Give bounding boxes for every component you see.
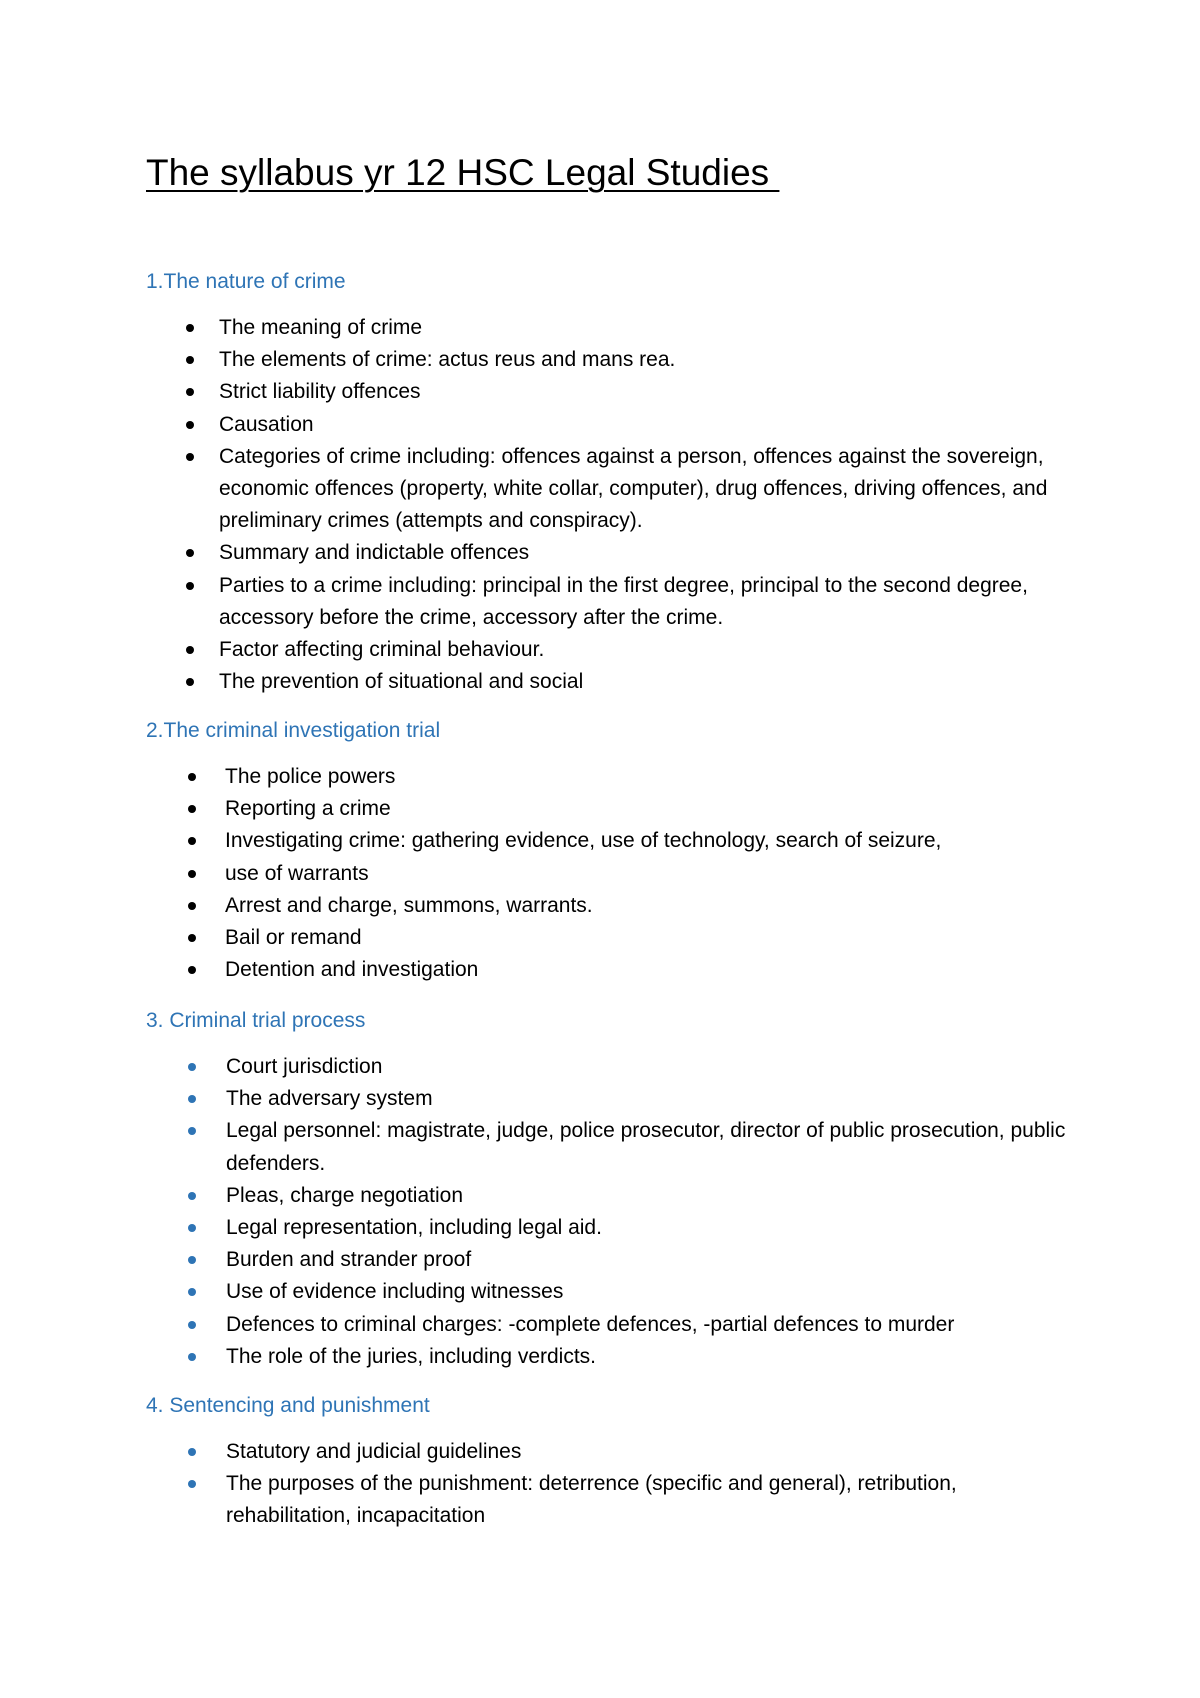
section-criminal-trial-process [146,1005,1076,1373]
list-item [146,634,1076,666]
section-nature-of-crime [146,266,1076,698]
list-item [146,1083,1076,1115]
bullet-icon [188,1448,196,1456]
section-heading: 2.The criminal investigation trial [146,719,441,742]
list-item-text: Arrest and charge, summons, warrants. [225,893,593,917]
list-item-text: Summary and indictable offences [219,541,530,565]
list-item-text: Court jurisdiction [226,1055,383,1078]
list-item [146,1276,1076,1308]
list-item-text: Pleas, charge negotiation [226,1183,463,1207]
bullet-icon [186,678,194,686]
list-item [146,666,1076,698]
list-item [146,793,1076,825]
list-item [146,825,1076,857]
section-criminal-investigation [146,715,1076,986]
list-item-text: The police powers [225,765,396,788]
bullet-icon [188,1224,196,1232]
bullet-icon [188,837,196,845]
bullet-icon [188,966,196,974]
list-item [146,1468,1076,1532]
section-heading: 1.The nature of crime [146,270,346,293]
list-item-text: Strict liability offences [219,380,421,404]
bullet-icon [188,934,196,942]
bullet-list [146,312,1076,698]
list-item [146,1212,1076,1244]
list-item-text: Causation [219,412,314,436]
list-item [146,570,1076,634]
bullet-icon [188,1095,196,1103]
list-item-text: Legal personnel: magistrate, judge, police prosecutor, director of public prosecution, public defenders. [226,1119,1066,1175]
list-item [146,376,1076,408]
list-item [146,761,1076,793]
list-item [146,441,1076,538]
list-item-text: Detention and investigation [225,958,479,982]
bullet-icon [186,421,194,429]
list-item [146,922,1076,954]
section-heading: 4. Sentencing and punishment [146,1394,430,1417]
list-item-text: The elements of crime: actus reus and mans rea. [219,348,676,372]
bullet-icon [188,870,196,878]
list-item [146,1115,1076,1179]
list-item [146,1180,1076,1212]
list-item-text: Parties to a crime including: principal in the first degree, principal to the second degree, accessory before the crime, accessory after the crime. [219,573,1028,629]
list-item [146,1341,1076,1373]
bullet-icon [188,1353,196,1361]
list-item [146,954,1076,986]
bullet-icon [186,453,194,461]
list-item-text: The prevention of situational and social [219,670,584,694]
bullet-list [146,761,1076,986]
list-item [146,537,1076,569]
list-item-text: Legal representation, including legal aid. [226,1216,602,1240]
list-item [146,858,1076,890]
bullet-icon [186,582,194,590]
list-item-text: Reporting a crime [225,797,391,821]
bullet-icon [188,1063,196,1071]
list-item [146,1309,1076,1341]
list-item [146,890,1076,922]
bullet-icon [188,1256,196,1264]
section-heading: 3. Criminal trial process [146,1009,366,1032]
list-item-text: Statutory and judicial guidelines [226,1440,522,1463]
bullet-icon [188,805,196,813]
document-title: The syllabus yr 12 HSC Legal Studies [146,152,780,193]
list-item-text: The role of the juries, including verdicts. [226,1344,597,1368]
list-item [146,312,1076,344]
list-item-text: The purposes of the punishment: deterrence (specific and general), retribution, rehabilitation, incapacitation [226,1472,957,1528]
bullet-icon [188,773,196,781]
list-item-text: Use of evidence including witnesses [226,1280,564,1304]
bullet-icon [186,356,194,364]
bullet-icon [188,1127,196,1135]
list-item [146,344,1076,376]
bullet-icon [186,549,194,557]
list-item [146,409,1076,441]
bullet-icon [188,1192,196,1200]
list-item [146,1436,1076,1468]
bullet-icon [186,324,194,332]
bullet-list [146,1051,1076,1373]
list-item-text: The meaning of crime [219,316,423,339]
bullet-icon [186,388,194,396]
list-item-text: use of warrants [225,861,369,885]
bullet-icon [188,1480,196,1488]
list-item-text: Defences to criminal charges: -complete defences, -partial defences to murder [226,1312,955,1336]
bullet-icon [188,1321,196,1329]
list-item-text: Investigating crime: gathering evidence, use of technology, search of seizure, [225,829,942,853]
list-item-text: Factor affecting criminal behaviour. [219,638,545,662]
bullet-icon [188,1288,196,1296]
list-item-text: The adversary system [226,1087,433,1111]
list-item [146,1051,1076,1083]
list-item-text: Burden and strander proof [226,1248,472,1272]
bullet-icon [186,646,194,654]
list-item-text: Categories of crime including: offences against a person, offences against the sovereign, economic offences (property, white collar, computer), drug offences, driving offences, and preliminary crimes (attempts and conspiracy). [219,444,1048,533]
bullet-list [146,1436,1076,1533]
section-sentencing-punishment [146,1390,1076,1533]
list-item [146,1244,1076,1276]
bullet-icon [188,902,196,910]
list-item-text: Bail or remand [225,926,362,950]
